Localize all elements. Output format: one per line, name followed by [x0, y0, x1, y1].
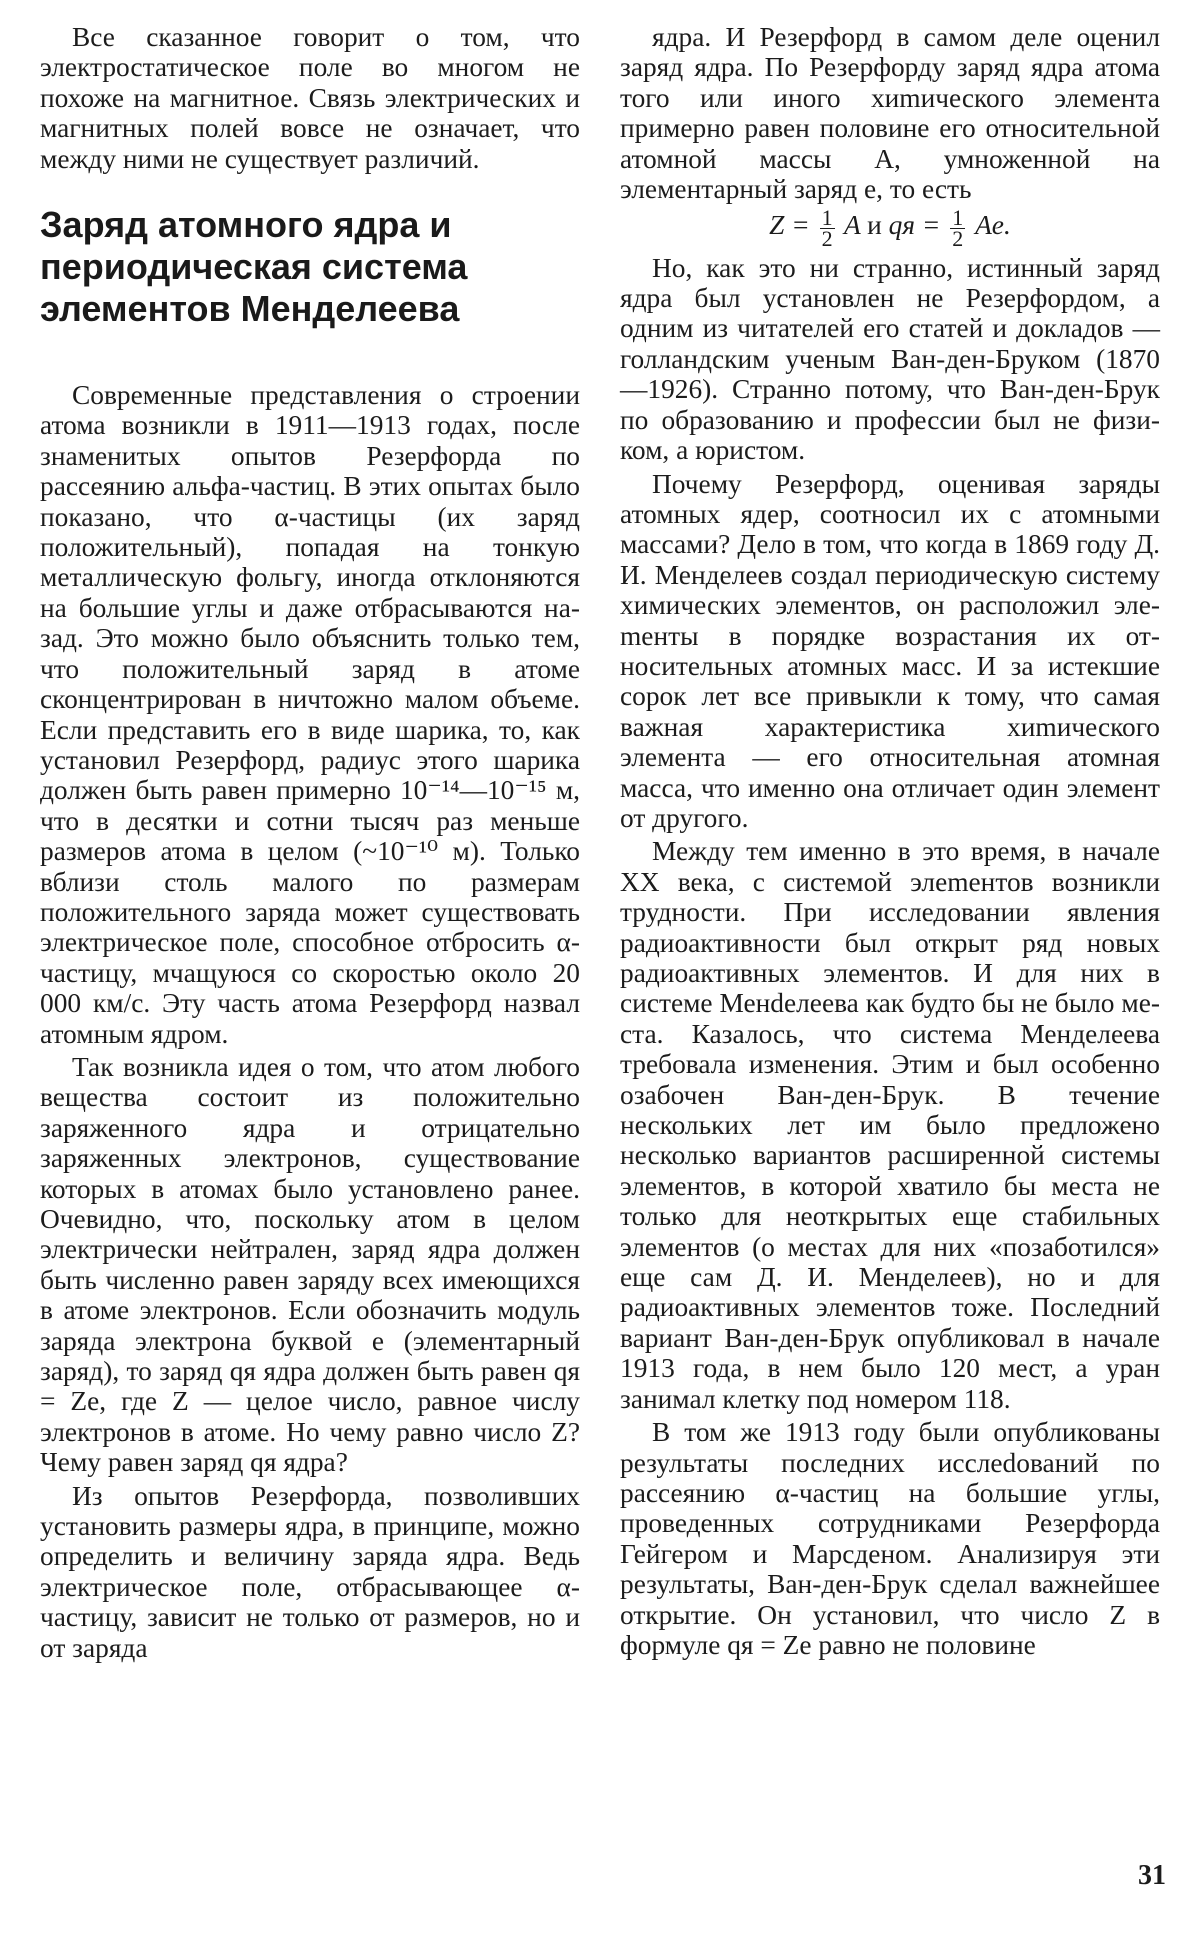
formula-fraction-2	[950, 204, 965, 251]
formula-conjunction: и	[867, 210, 882, 241]
left-paragraph-1: Современные представления о строении атома возникли в 1911—1913 годах, после знаменитых опытов Резерфорда по рассеянию альфа-частиц. В этих опытах было показано, что α-частицы (их заряд положительный), попадая на тонкую металлическую фольгу, иногда отклоняются на большие углы и даже отбрасываются назад. Это можно было объяснить только тем, что положительный заряд в атоме сконцентрирован в ничтожно малом объеме. Если представить его в виде шарика, то, как установил Резерфорд, радиус этого шарика должен быть равен примерно 10⁻¹⁴—10⁻¹⁵ м, что в десятки и сотни тысяч раз меньше размеров атома в целом (~10⁻¹⁰ м). Только вблизи столь малого по размерам положительного заряда может существовать электрическое поле, способное отбросить α-частицу, мчащуюся со скоростью около 20 000 км/с. Эту часть атома Резерфорд назвал атомным ядром.	[40, 380, 580, 1049]
right-paragraph-4: Между тем именно в это время, в начале XX века, с системой элеmентов возникли трудности. При исследовании явления радиоактивности был открыт ряд новых радиоактивных элементов. И для них в системе Менdелеева как будто бы не было места. Казалось, что система Менделеева требовала изменения. Этим и был особенно озабочен Ван-ден-Брук. В течение нескольких лет им было предложено несколько вариантов расширенной системы элементов, в которой хватило бы места не только для неоткрытых еще стабильных элементов (о местах для них «позаботился» еще сам Д. И. Менделеев), но и для радиоактивных элементов тоже. Последний вариант Ван-ден-Брук опубликовал в начале 1913 года, в нем было 120 мест, а уран занимал клетку под номером 118.	[620, 836, 1160, 1414]
right-column	[620, 22, 1160, 1663]
formula-fraction-1	[820, 204, 835, 251]
right-paragraph-3: Почему Резерфорд, оценивая заряды атомных ядер, соотносил их с атомными массами? Дело в том, что когда в 1869 году Д. И. Менделеев создал периодическую систему химических элементов, он расположил элеmенты в порядке возрастания их относительных атомных масс. И за истекшие сорок лет все привыкли к тому, что самая важная характеристика хиmического элемента — его относительная атомная масса, что именно она отличает один элемент от другого.	[620, 468, 1160, 833]
left-column	[40, 22, 580, 1666]
formula-rhs-1: A	[843, 210, 861, 241]
left-paragraph-3: Из опытов Резерфорда, позволивших установить размеры ядра, в принципе, можно определить и величину заряда ядра. Ведь электрическое поле, отбрасывающее α-частицу, зависит не только от размеров, но и от заряда	[40, 1480, 580, 1663]
fraction-denominator: 2	[821, 225, 833, 251]
fraction-denominator: 2	[952, 225, 964, 251]
right-paragraph-1: ядра. И Резерфорд в самом деле оценил заряд ядра. По Резерфорду заряд ядра атома того или иного хиmического элемента примерно равен половине его относительной атомной массы A, умноженной на элементарный заряд e, то есть	[620, 22, 1160, 205]
charge-formula	[620, 204, 1160, 251]
formula-rhs-2: Ae.	[975, 210, 1011, 241]
fraction-numerator: 1	[821, 204, 833, 230]
formula-lhs-2: qя =	[888, 210, 941, 241]
right-paragraph-2: Но, как это ни странно, истинный заряд ядра был установлен не Резерфордом, а одним из читателей его статей и докладов — голландским ученым Ван-ден-Бруком (1870—1926). Странно потому, что Ван-ден-Брук по образованию и профессии был не физиком, а юристом.	[620, 252, 1160, 466]
formula-lhs-1: Z =	[769, 210, 810, 241]
section-heading: Заряд атомного ядра и периодическая система элементов Менделеева	[40, 204, 468, 330]
right-paragraph-5: В том же 1913 году были опубликованы результаты последних исслеdований по рассеянию α-частиц на большие углы, проведенных сотрудниками Резерфорда Гейгером и Марсденом. Анализируя эти результаты, Ван-ден-Брук сделал важнейшее открытие. Он установил, что число Z в формуле qя = Ze равно не половине	[620, 1417, 1160, 1660]
intro-paragraph: Все сказанное говорит о том, что электростатическое поле во многом не похоже на магнитное. Связь электрических и магнитных полей вовсе не означает, что между ними не существует различий.	[40, 22, 580, 174]
left-paragraph-2: Так возникла идея о том, что атом любого вещества состоит из положительно заряженного ядра и отрицательно заряженных электронов, существование которых в атомах было установлено ранее. Очевидно, что, поскольку атом в целом электрически нейтрален, заряд ядра должен быть численно равен заряду всех имеющихся в атоме электронов. Если обозначить модуль заряда электрона буквой e (элементарный заряд), то заряд qя ядра должен быть равен qя = Ze, где Z — целое число, равное числу электронов в атоме. Но чему равно число Z? Чему равен заряд qя ядра?	[40, 1051, 580, 1478]
fraction-numerator: 1	[952, 204, 964, 230]
page-number: 31	[1138, 1860, 1166, 1891]
